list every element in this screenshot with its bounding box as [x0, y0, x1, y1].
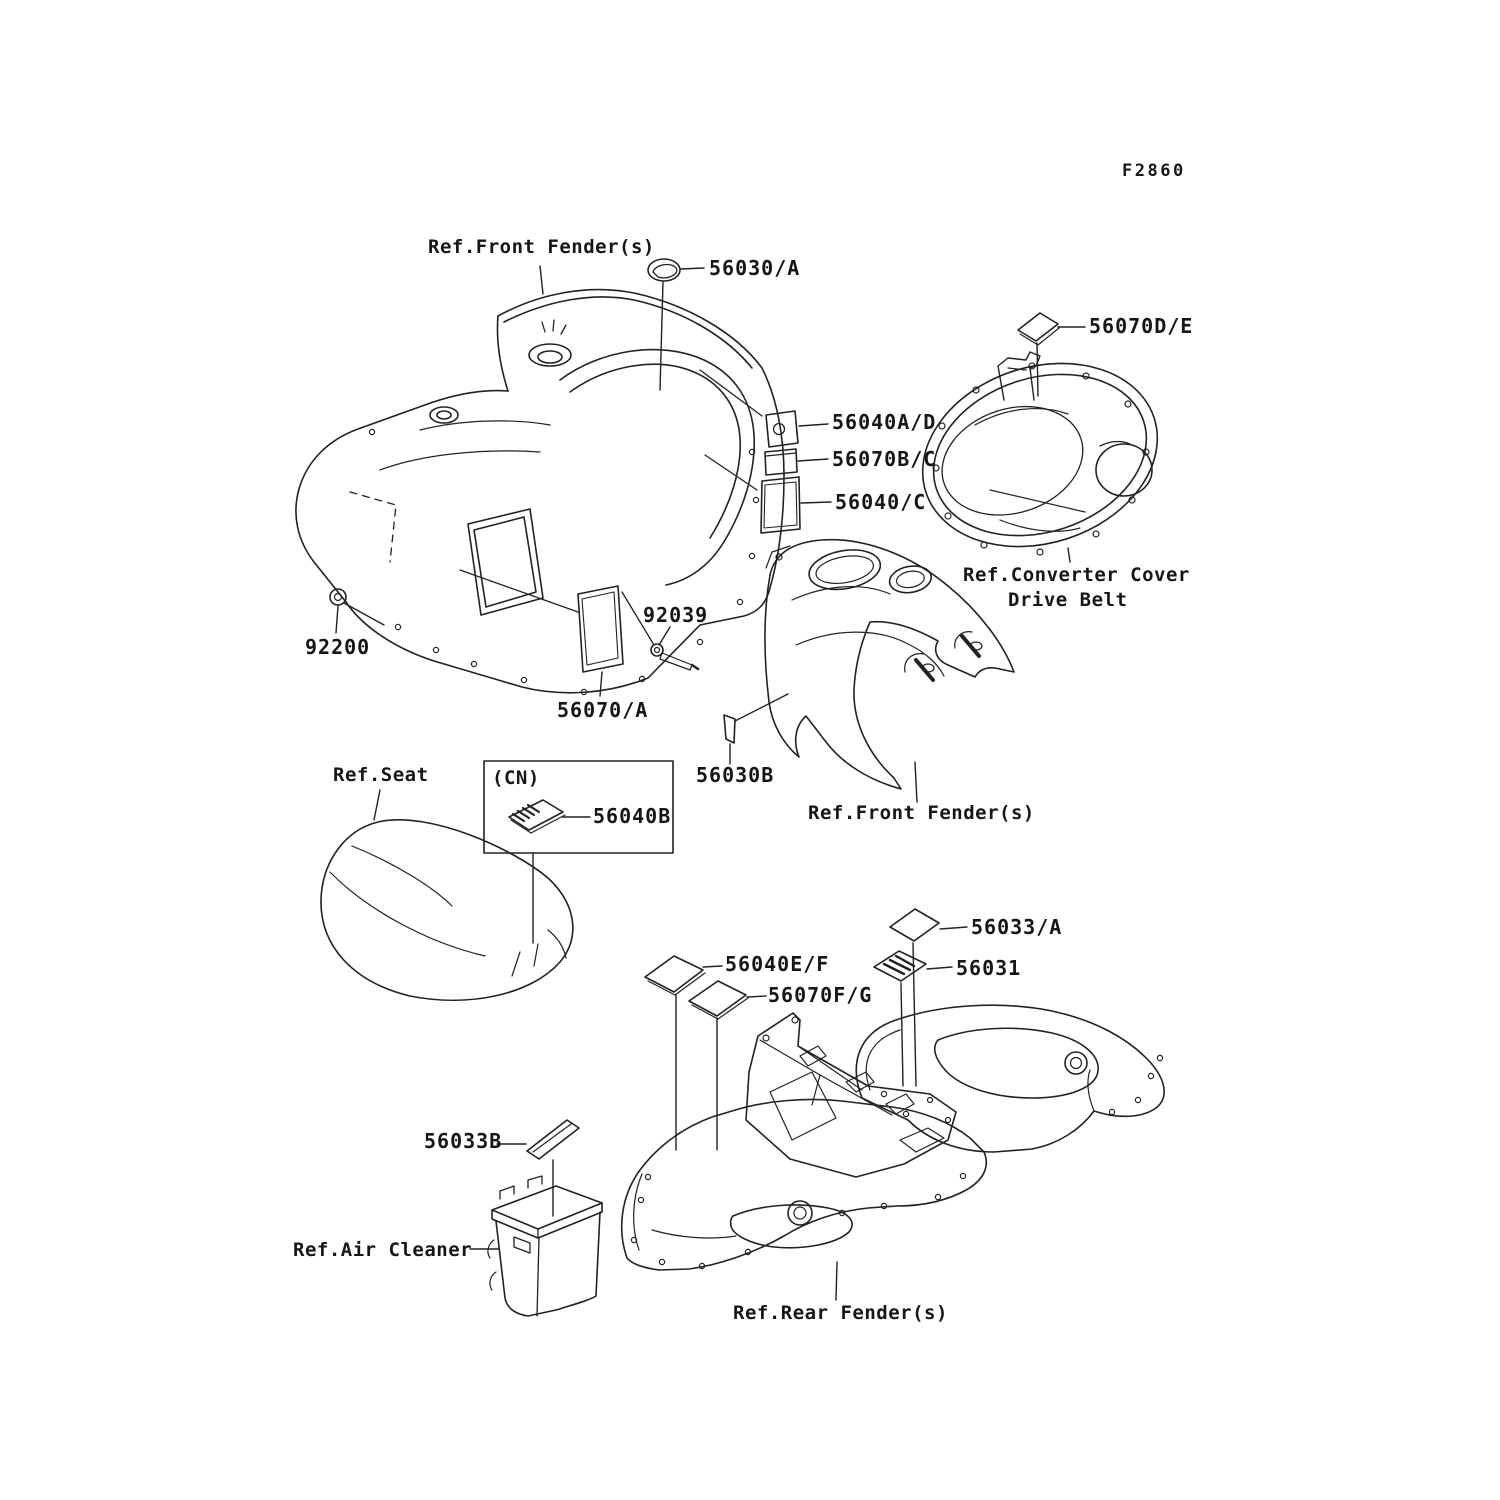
seat-drawing — [321, 790, 573, 1000]
part-number-56033b: 56033B — [424, 1129, 503, 1153]
strip-56033b — [497, 1120, 579, 1216]
part-number-56040ad: 56040A/D — [832, 410, 937, 434]
part-number-56031: 56031 — [956, 956, 1022, 980]
figure-code: F2860 — [1122, 161, 1186, 181]
patch-56040ef — [645, 956, 722, 1150]
part-number-56070fg: 56070F/G — [768, 983, 873, 1007]
part-number-56070de: 56070D/E — [1089, 314, 1194, 338]
part-number-56030b: 56030B — [696, 763, 775, 787]
part-number-56040ef: 56040E/F — [725, 952, 830, 976]
patch-56040ad — [766, 411, 828, 447]
leader-front-fender-center — [915, 762, 917, 802]
front-fender-drawing — [296, 266, 784, 695]
ref-air-cleaner: Ref.Air Cleaner — [293, 1239, 473, 1261]
ref-front-fender-top: Ref.Front Fender(s) — [428, 236, 655, 258]
rear-fender-drawing — [622, 1005, 1164, 1300]
nut-92200 — [330, 589, 384, 633]
part-number-92200: 92200 — [305, 635, 371, 659]
converter-cover-drawing — [899, 334, 1182, 576]
patch-56070bc — [765, 449, 828, 475]
ref-rear-fender: Ref.Rear Fender(s) — [733, 1302, 948, 1324]
part-number-56030a: 56030/A — [709, 256, 801, 280]
patch-56040b — [509, 800, 590, 833]
emblem-56030a — [648, 259, 704, 390]
part-number-56040c: 56040/C — [835, 490, 927, 514]
ref-converter-cover-line1: Ref.Converter Cover — [963, 564, 1190, 586]
part-number-56040b: 56040B — [593, 804, 672, 828]
air-cleaner-drawing — [470, 1176, 602, 1316]
cn-marking: (CN) — [492, 767, 540, 789]
tag-56030b — [724, 694, 788, 764]
part-number-56070bc: 56070B/C — [832, 447, 937, 471]
ref-front-fender-center: Ref.Front Fender(s) — [808, 802, 1035, 824]
part-number-56070a: 56070/A — [557, 698, 649, 722]
ref-seat: Ref.Seat — [333, 764, 429, 786]
ref-converter-cover-line2: Drive Belt — [1008, 589, 1128, 611]
part-number-92039: 92039 — [643, 603, 709, 627]
part-number-56033a: 56033/A — [971, 915, 1063, 939]
patch-56040c — [761, 477, 831, 533]
patch-56070fg — [689, 981, 766, 1150]
